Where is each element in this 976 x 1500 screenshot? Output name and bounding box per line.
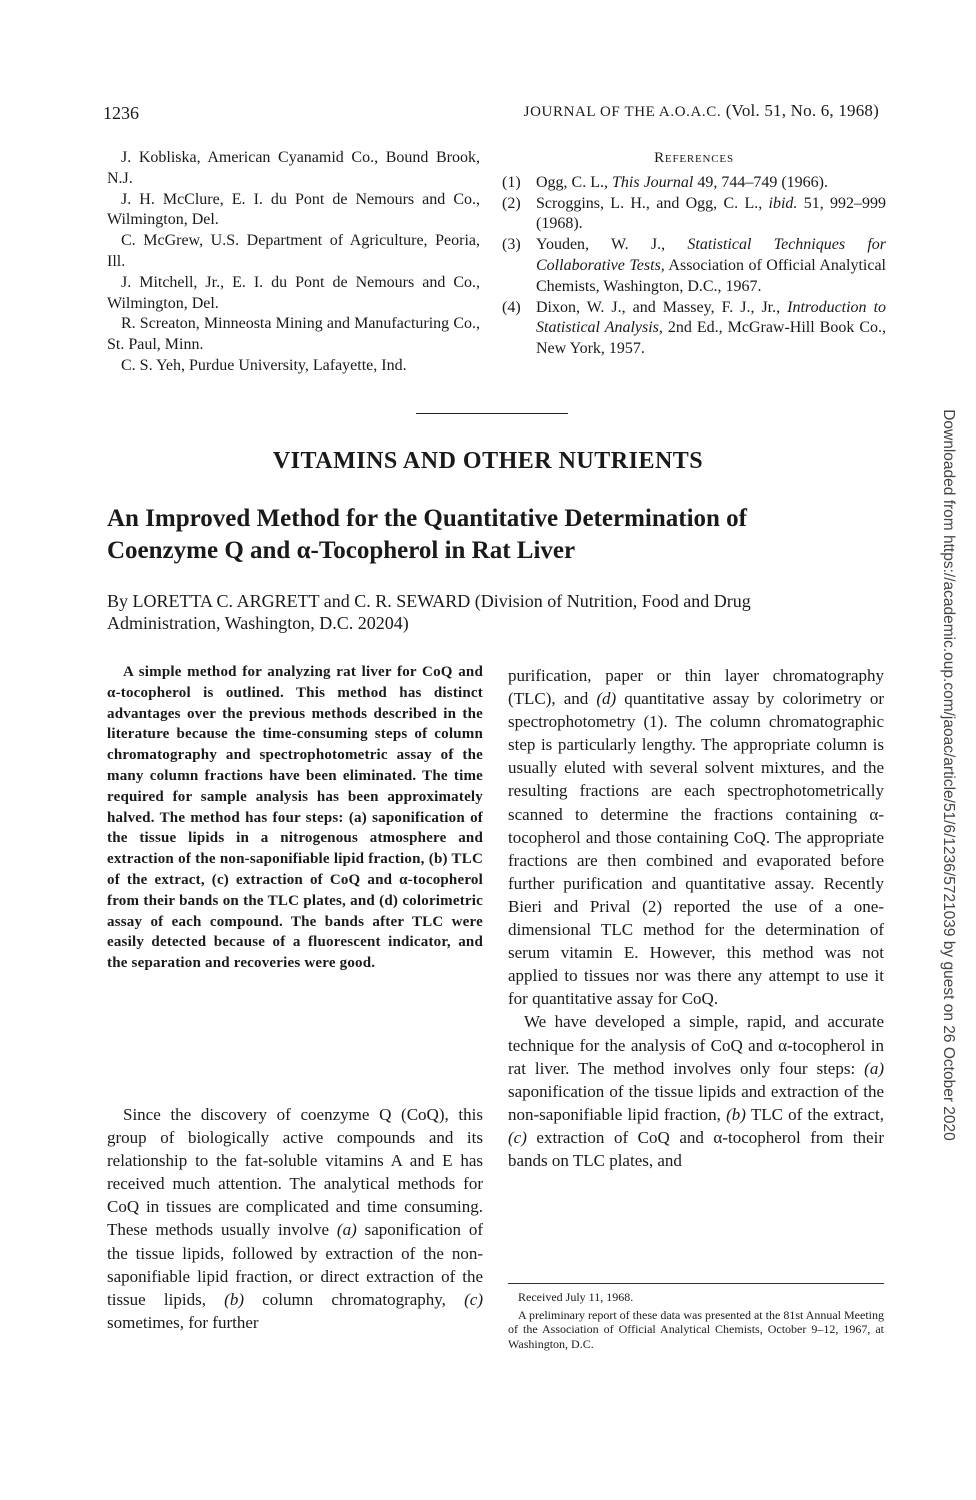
- reference-item: [502, 298, 886, 360]
- participant-item: J. Kobliska, American Cyanamid Co., Bound Brook, N.J.: [107, 149, 480, 187]
- reference-number: (4): [502, 298, 521, 316]
- body-paragraph: Since the discovery of coenzyme Q (CoQ), this group of biologically active compounds and its relationship to the fat-soluble vitamins A and E has received much attention. The analytical methods for CoQ in tissues are complicated and time consuming. These methods usually involve (a) saponification of the tissue lipids, followed by extraction of the non-saponifiable lipid fraction, or direct extraction of the tissue lipids, (b) column chromatography, (c) sometimes, for further: [107, 1105, 483, 1332]
- reference-item: [502, 235, 886, 297]
- participant-item: C. McGrew, U.S. Department of Agriculture, Peoria, Ill.: [107, 232, 480, 270]
- reference-text: Ogg, C. L., This Journal 49, 744–749 (1966).: [536, 173, 828, 191]
- participant-item: C. S. Yeh, Purdue University, Lafayette, Ind.: [121, 356, 407, 374]
- received-note: Received July 11, 1968.: [518, 1290, 634, 1304]
- volume-info: (Vol. 51, No. 6, 1968): [725, 101, 879, 120]
- page-number: 1236: [103, 103, 139, 123]
- abstract: A simple method for analyzing rat liver for CoQ and α-tocopherol is outlined. This method has distinct advantages over the previous methods described in the literature because the time-consuming steps of column chromatography and spectrophotometric assay of the many column fractions have been eliminated. The time required for sample analysis has been approximately halved. The method has four steps: (a) saponification of the tissue lipids in a nitrogenous atmosphere and extraction of the non-saponifiable lipid fraction, (b) TLC of the extract, (c) extraction of CoQ and α-tocopherol from their bands on the TLC plates, and (d) colorimetric assay of each compound. The bands after TLC were easily detected because of a fluorescent indicator, and the separation and recoveries were good.: [107, 664, 483, 972]
- reference-item: [502, 194, 886, 236]
- participant-item: J. H. McClure, E. I. du Pont de Nemours and Co., Wilmington, Del.: [107, 190, 480, 229]
- participant-item: R. Screaton, Minneosta Mining and Manufacturing Co., St. Paul, Minn.: [107, 315, 480, 354]
- references: [502, 148, 886, 360]
- section-heading: VITAMINS AND OTHER NUTRIENTS: [272, 448, 704, 474]
- section-divider: [416, 413, 568, 414]
- footnotes: [508, 1290, 884, 1354]
- body-paragraph: purification, paper or thin layer chromatography (TLC), and (d) quantitative assay by colorimetry or spectrophotometry (1). The column chromatographic step is particularly lengthy. The appropriate column is usually eluted with several solvent mixtures, and the resulting fractions are each spectrophotometrically scanned to determine the fractions containing α-tocopherol and those containing CoQ. The appropriate fractions are then combined and evaporated before further purification and quantitative assay. Recently Bieri and Prival (2) reported the use of a one-dimensional TLC method for the determination of serum vitamin E. However, this method was not applied to tissues nor was there any attempt to use it for quantitative assay for CoQ.: [508, 666, 884, 1009]
- body-paragraph: We have developed a simple, rapid, and accurate technique for the analysis of CoQ and α-tocopherol in rat liver. The method involves only four steps: (a) saponification of the tissue lipids and extraction of the non-saponifiable lipid fraction, (b) TLC of the extract, (c) extraction of CoQ and α-tocopherol from their bands on TLC plates, and: [508, 1012, 884, 1170]
- preliminary-note: A preliminary report of these data was presented at the 81st Annual Meeting of the Association of Official Analytical Chemists, October 9–12, 1967, at Washington, D.C.: [508, 1307, 884, 1351]
- running-head: [524, 101, 879, 121]
- participant-list: [107, 148, 480, 377]
- references-heading: References: [654, 150, 734, 166]
- reference-text: Youden, W. J., Statistical Techniques for Collaborative Tests, Association of Official Analytical Chemists, Washington, D.C., 1967.: [536, 236, 887, 295]
- reference-number: (1): [502, 173, 521, 191]
- reference-number: (3): [502, 236, 521, 254]
- body-column-right: [508, 664, 884, 1172]
- reference-number: (2): [502, 194, 521, 212]
- article-title: An Improved Method for the Quantitative Determination of Coenzyme Q and α-Tocopherol in Rat Liver: [107, 505, 747, 564]
- download-watermark: Downloaded from https://academic.oup.com/jaoac/article/51/6/1236/5721039 by guest on 26 October 2020: [940, 409, 957, 1141]
- footnote-divider: [508, 1283, 884, 1284]
- article-byline: By LORETTA C. ARGRETT and C. R. SEWARD (Division of Nutrition, Food and Drug Administration, Washington, D.C. 20204): [107, 591, 751, 633]
- participant-item: J. Mitchell, Jr., E. I. du Pont de Nemours and Co., Wilmington, Del.: [107, 273, 480, 312]
- journal-name: JOURNAL OF THE A.O.A.C.: [523, 104, 722, 120]
- body-column-left: [107, 1103, 483, 1334]
- reference-text: Scroggins, L. H., and Ogg, C. L., ibid. 51, 992–999 (1968).: [536, 194, 886, 233]
- reference-item: [502, 173, 886, 194]
- reference-text: Dixon, W. J., and Massey, F. J., Jr., Introduction to Statistical Analysis, 2nd Ed., McGraw-Hill Book Co., New York, 1957.: [536, 298, 887, 358]
